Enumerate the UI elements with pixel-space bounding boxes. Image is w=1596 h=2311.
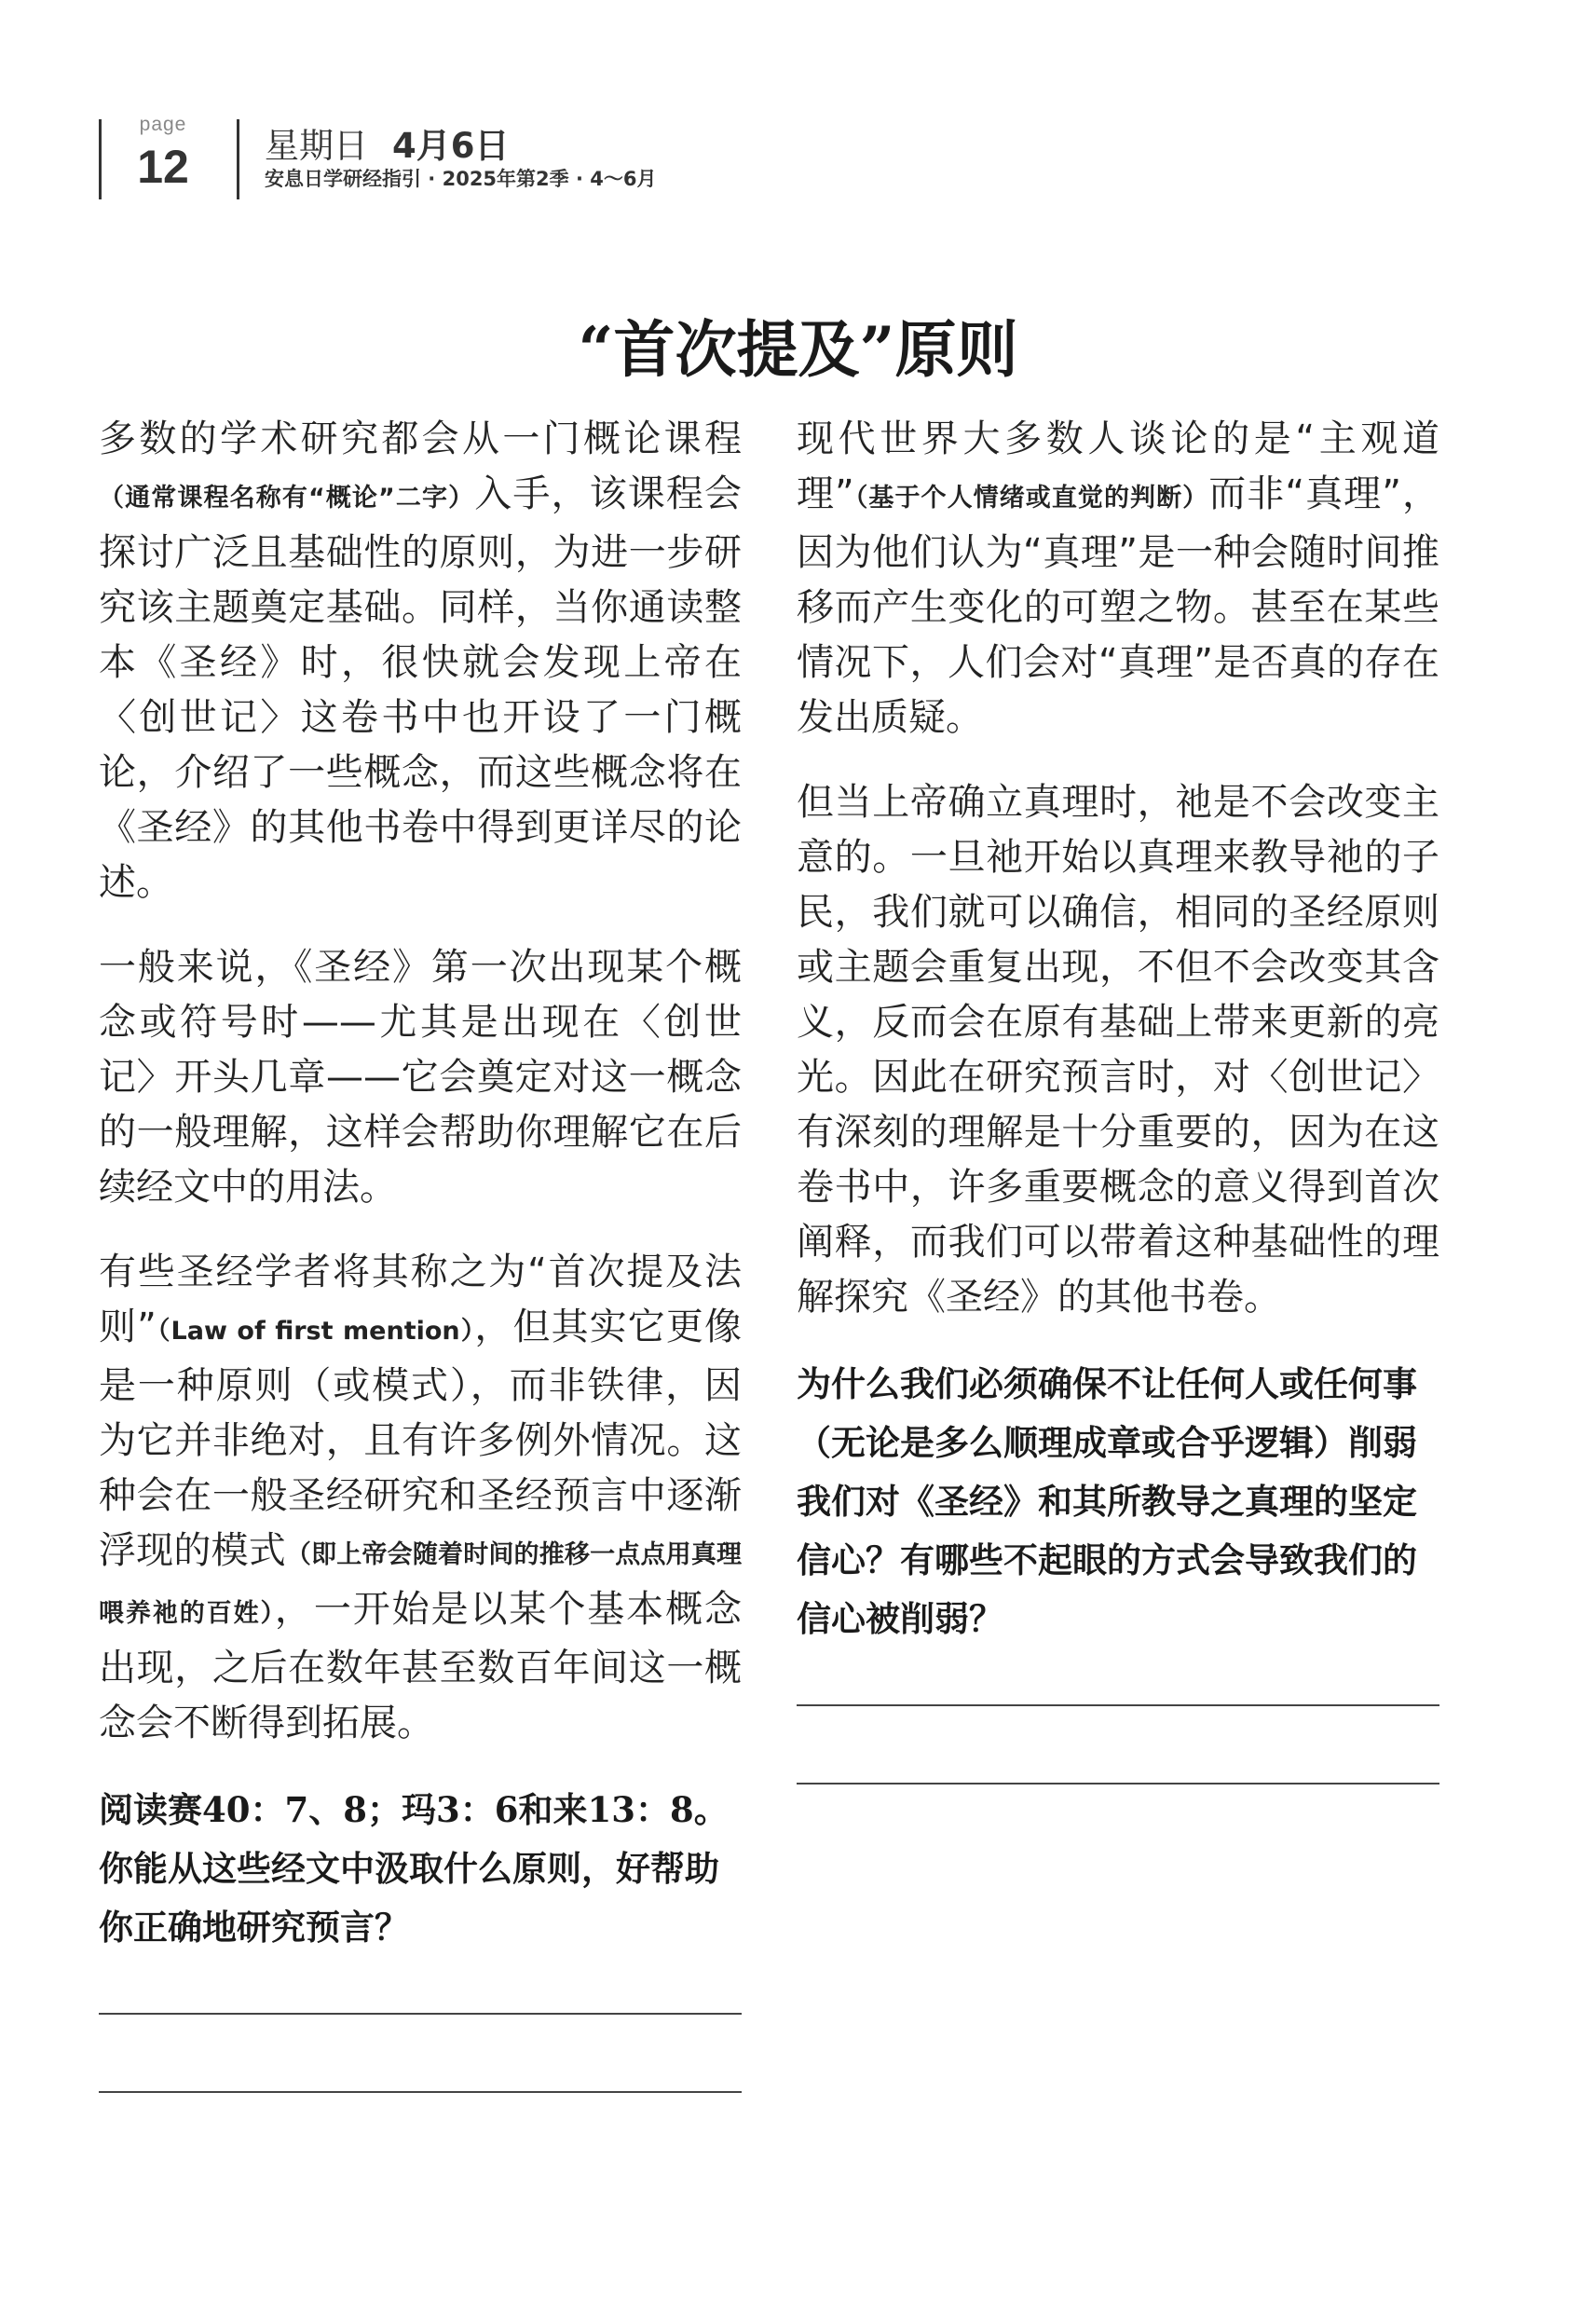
answer-line[interactable] — [99, 2013, 742, 2015]
header-divider-middle — [237, 119, 239, 199]
text-run: ，但其实它更像是一种原则（或模式），而非铁律，因为它并非绝对，且有许多例外情况。这种会在一般圣经研究和圣经预言中逐渐浮现的模式 — [99, 1306, 742, 1572]
header-subtitle: 安息日学研经指引 · 2025年第2季 · 4～6月 — [265, 168, 657, 190]
text-run: 有些圣经学者将其称之为“首次提及法则” — [99, 1251, 742, 1348]
left-study-question: 阅读赛40：7、8；玛3：6和来13：8。你能从这些经文中汲取什么原则，好帮助你正确地研究预言？ — [99, 1789, 729, 1948]
left-paragraph-2: 一般来说，《圣经》第一次出现某个概念或符号时——尤其是出现在〈创世记〉开头几章——它会奠定对这一概念的一般理解，这样会帮助你理解它在后续经文中的用法。 — [99, 946, 742, 1209]
parenthetical-note: （通常课程名称有“概论”二字） — [99, 484, 475, 513]
page-label: page — [139, 114, 187, 135]
right-study-question: 为什么我们必须确保不让任何人或任何事（无论是多么顺理成章或合乎逻辑）削弱我们对《圣经》和其所教导之真理的坚定信心？有哪些不起眼的方式会导致我们的信心被削弱？ — [797, 1363, 1417, 1639]
text-run: 现代世界大多数人谈论的是“主观道理” — [797, 417, 1439, 515]
page-number: 12 — [137, 141, 189, 193]
parenthetical-note: （基于个人情绪或直觉的判断） — [853, 484, 1209, 513]
left-column — [99, 412, 742, 2093]
text-run: ，一开始是以某个基本概念出现，之后在数年甚至数百年间这一概念会不断得到拓展。 — [99, 1588, 743, 1744]
text-run: 而非“真理”，因为他们认为“真理”是一种会随时间推移而产生变化的可塑之物。甚至在某些情况下，人们会对“真理”是否真的存在发出质疑。 — [797, 472, 1440, 739]
right-paragraph-2: 但当上帝确立真理时，祂是不会改变主意的。一旦祂开始以真理来教导祂的子民，我们就可以确信，相同的圣经原则或主题会重复出现，不但不会改变其含义，反而会在原有基础上带来更新的亮光。因此在研究预言时，对〈创世记〉有深刻的理解是十分重要的，因为在这卷书中，许多重要概念的意义得到首次阐释，而我们可以带着这种基础性的理解探究《圣经》的其他书卷。 — [797, 781, 1439, 1319]
text-run: 入手，该课程会探讨广泛且基础性的原则，为进一步研究该主题奠定基础。同样，当你通读整本《圣经》时，很快就会发现上帝在〈创世记〉这卷书中也开设了一门概论，介绍了一些概念，而这些概念将在《圣经》的其他书卷中得到更详尽的论述。 — [99, 472, 742, 904]
answer-line[interactable] — [797, 1704, 1439, 1706]
answer-line[interactable] — [797, 1783, 1439, 1785]
left-paragraph-1 — [99, 412, 742, 910]
page-title: “首次提及”原则 — [578, 313, 1018, 386]
header-divider-left — [99, 119, 102, 199]
header-date: 4月6日 — [392, 126, 510, 166]
parenthetical-note: （即上帝会随着时间的推移一点点用真理喂养祂的百姓） — [99, 1540, 743, 1628]
parenthetical-note: （Law of first mention） — [156, 1317, 475, 1346]
answer-line[interactable] — [99, 2091, 742, 2093]
left-paragraph-3 — [99, 1245, 742, 1751]
header-day-date — [265, 117, 510, 168]
header-day: 星期日 — [265, 126, 368, 166]
page-header — [0, 0, 1596, 205]
text-run: 多数的学术研究都会从一门概论课程 — [99, 417, 742, 460]
right-paragraph-1 — [797, 412, 1439, 745]
right-column — [797, 412, 1439, 1785]
